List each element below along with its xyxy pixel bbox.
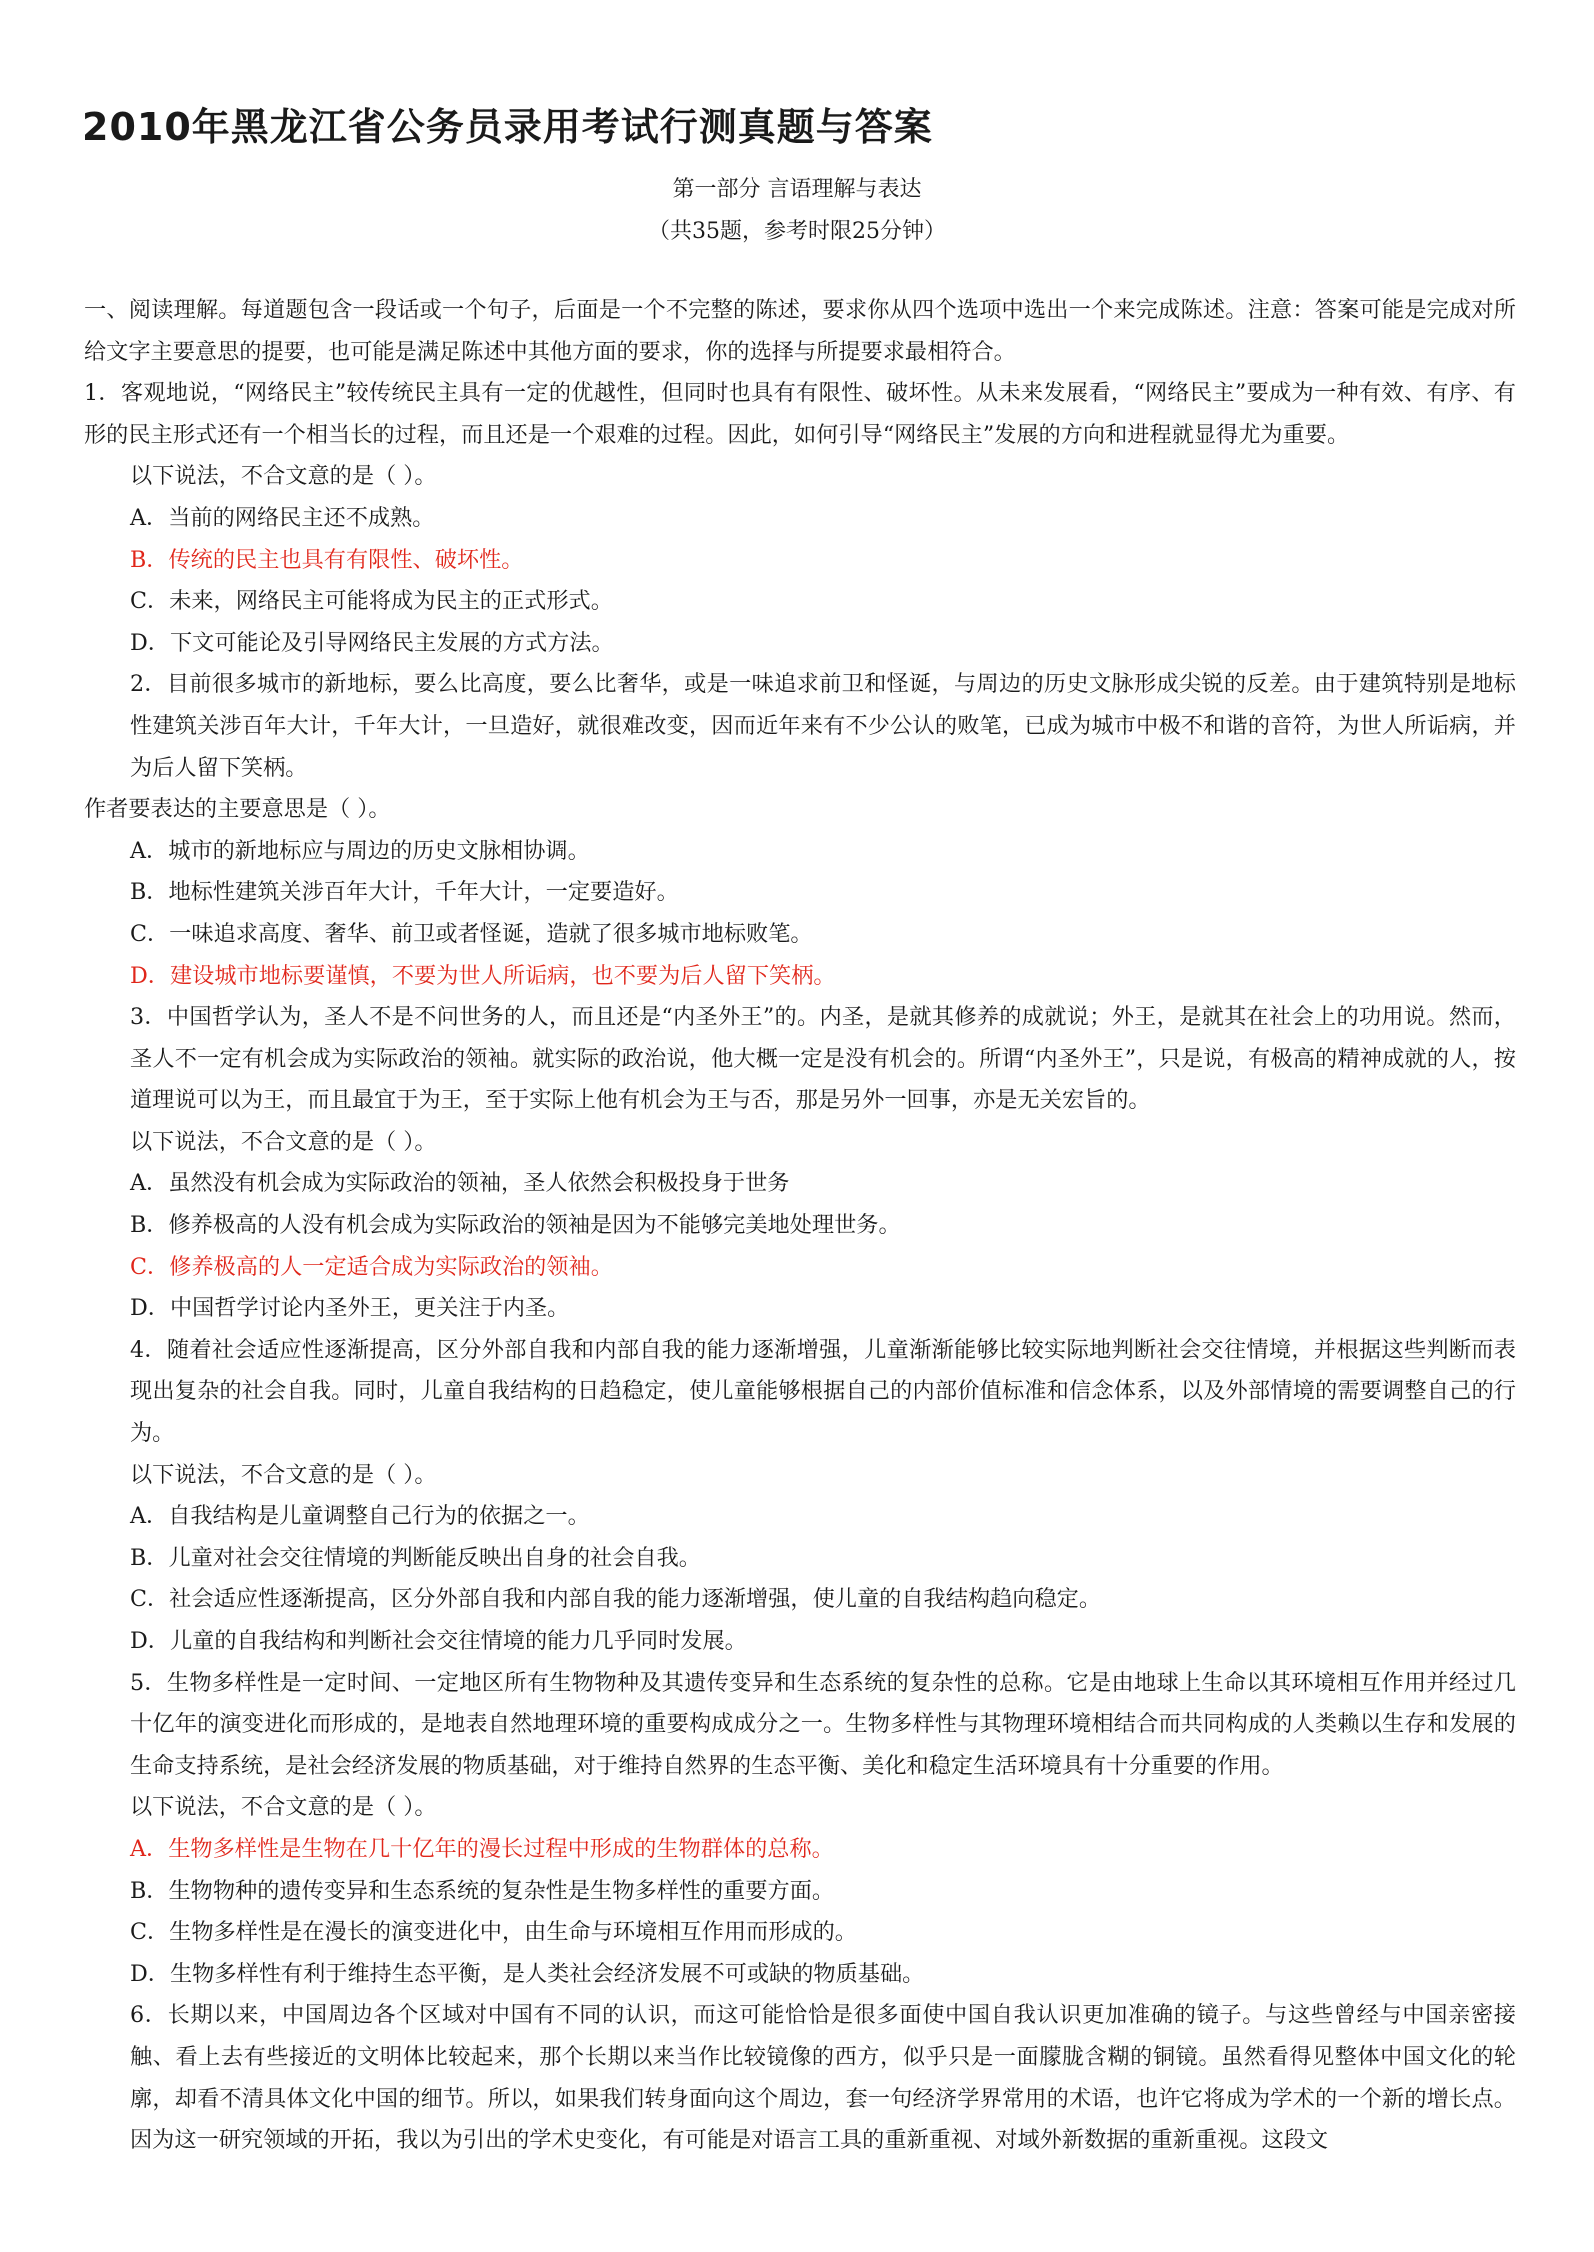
question-2: 2．目前很多城市的新地标，要么比高度，要么比奢华，或是一味追求前卫和怪诞，与周边的历史文脉形成尖锐的反差。由于建筑特别是地标性建筑关涉百年大计，千年大计，一旦造好，就很难改变，因而近年来有不少公认的败笔，已成为城市中极不和谐的音符，为世人所诟病，并为后人留下笑柄。	[130, 671, 1516, 781]
option-d-answer: D．建设城市地标要谨慎，不要为世人所诟病，也不要为后人留下笑柄。	[130, 962, 836, 989]
section-heading: 第一部分 言语理解与表达	[672, 177, 922, 202]
option-c: C．未来，网络民主可能将成为民主的正式形式。	[130, 588, 613, 615]
question-1: 1．客观地说，“网络民主”较传统民主具有一定的优越性，但同时也具有有限性、破坏性。从未来发展看，“网络民主”要成为一种有效、有序、有形的民主形式还有一个相当长的过程，而且还是一个艰难的过程。因此，如何引导“网络民主”发展的方向和进程就显得尤为重要。	[84, 380, 1516, 448]
option-c: C．生物多样性是在漫长的演变进化中，由生命与环境相互作用而形成的。	[130, 1919, 857, 1946]
option-c: C．一味追求高度、奢华、前卫或者怪诞，造就了很多城市地标败笔。	[130, 920, 813, 947]
option-b: B．儿童对社会交往情境的判断能反映出自身的社会自我。	[130, 1544, 701, 1571]
option-b: B．地标性建筑关涉百年大计，千年大计，一定要造好。	[130, 879, 679, 906]
option-a: A．虽然没有机会成为实际政治的领袖，圣人依然会积极投身于世务	[130, 1170, 790, 1197]
question-5: 5．生物多样性是一定时间、一定地区所有生物物种及其遗传变异和生态系统的复杂性的总称。它是由地球上生命以其环境相互作用并经过几十亿年的演变进化而形成的，是地表自然地理环境的重要构成成分之一。生物多样性与其物理环境相结合而共同构成的人类赖以生存和发展的生命支持系统，是社会经济发展的物质基础，对于维持自然界的生态平衡、美化和稳定生活环境具有十分重要的作用。	[130, 1669, 1516, 1779]
question-prompt: 以下说法，不合文意的是（ ）。	[130, 1461, 437, 1488]
option-d: D．生物多样性有利于维持生态平衡，是人类社会经济发展不可或缺的物质基础。	[130, 1960, 925, 1987]
option-b: B．修养极高的人没有机会成为实际政治的领袖是因为不能够完美地处理世务。	[130, 1212, 901, 1239]
option-a: A．当前的网络民主还不成熟。	[130, 504, 435, 531]
question-3: 3．中国哲学认为，圣人不是不问世务的人，而且还是“内圣外王”的。内圣，是就其修养的成就说；外王，是就其在社会上的功用说。然而，圣人不一定有机会成为实际政治的领袖。就实际的政治说，他大概一定是没有机会的。所谓“内圣外王”，只是说，有极高的精神成就的人，按道理说可以为王，而且最宜于为王，至于实际上他有机会为王与否，那是另外一回事，亦是无关宏旨的。	[130, 1004, 1516, 1114]
section-note: （共35题，参考时限25分钟）	[648, 219, 946, 244]
option-a-answer: A．生物多样性是生物在几十亿年的漫长过程中形成的生物群体的总称。	[130, 1835, 834, 1862]
question-4: 4．随着社会适应性逐渐提高，区分外部自我和内部自我的能力逐渐增强，儿童渐渐能够比较实际地判断社会交往情境，并根据这些判断而表现出复杂的社会自我。同时，儿童自我结构的日趋稳定，使儿童能够根据自己的内部价值标准和信念体系，以及外部情境的需要调整自己的行为。	[130, 1336, 1516, 1447]
question-prompt: 以下说法，不合文意的是（ ）。	[130, 1128, 437, 1155]
option-c-answer: C．修养极高的人一定适合成为实际政治的领袖。	[130, 1253, 613, 1280]
question-prompt: 以下说法，不合文意的是（ ）。	[130, 463, 437, 490]
option-b-answer: B．传统的民主也具有有限性、破坏性。	[130, 546, 524, 573]
option-c: C．社会适应性逐渐提高，区分外部自我和内部自我的能力逐渐增强，使儿童的自我结构趋向稳定。	[130, 1586, 1102, 1613]
question-prompt: 以下说法，不合文意的是（ ）。	[130, 1794, 437, 1821]
option-d: D．中国哲学讨论内圣外王，更关注于内圣。	[130, 1295, 570, 1322]
option-d: D．儿童的自我结构和判断社会交往情境的能力几乎同时发展。	[130, 1628, 747, 1654]
document-title: 2010年黑龙江省公务员录用考试行测真题与答案	[82, 105, 933, 149]
question-prompt: 作者要表达的主要意思是（ ）。	[84, 796, 391, 823]
option-a: A．自我结构是儿童调整自己行为的依据之一。	[130, 1503, 590, 1530]
option-a: A．城市的新地标应与周边的历史文脉相协调。	[130, 837, 590, 864]
option-d: D．下文可能论及引导网络民主发展的方式方法。	[130, 629, 614, 656]
instructions: 一、阅读理解。每道题包含一段话或一个句子，后面是一个不完整的陈述，要求你从四个选项中选出一个来完成陈述。注意：答案可能是完成对所给文字主要意思的提要，也可能是满足陈述中其他方面的要求，你的选择与所提要求最相符合。	[84, 297, 1516, 365]
option-b: B．生物物种的遗传变异和生态系统的复杂性是生物多样性的重要方面。	[130, 1877, 835, 1904]
question-6: 6．长期以来，中国周边各个区域对中国有不同的认识，而这可能恰恰是很多面使中国自我认识更加准确的镜子。与这些曾经与中国亲密接触、看上去有些接近的文明体比较起来，那个长期以来当作比较镜像的西方，似乎只是一面朦胧含糊的铜镜。虽然看得见整体中国文化的轮廓，却看不清具体文化中国的细节。所以，如果我们转身面向这个周边，套一句经济学界常用的术语，也许它将成为学术的一个新的增长点。因为这一研究领域的开拓，我以为引出的学术史变化，有可能是对语言工具的重新重视、对域外新数据的重新重视。这段文	[130, 2002, 1516, 2154]
document-body	[84, 290, 1516, 2162]
